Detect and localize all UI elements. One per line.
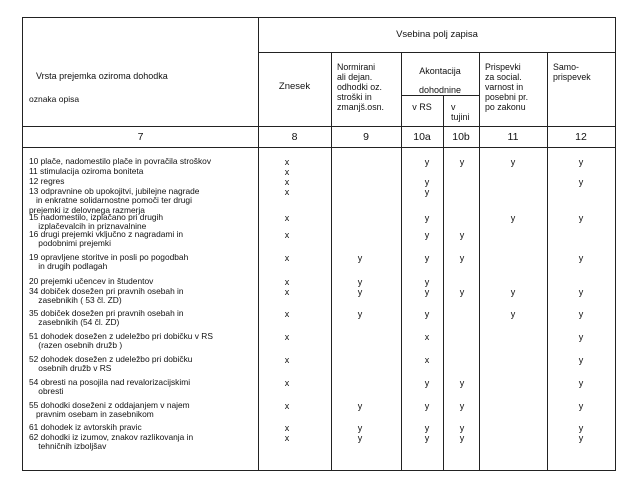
- mark-c11: y: [510, 309, 516, 319]
- header-bottom-line: [23, 126, 615, 127]
- mark-c10a: y: [424, 213, 430, 223]
- mark-c8: x: [284, 287, 290, 297]
- mark-c12: y: [578, 401, 584, 411]
- row-label: 10 plače, nadomestilo plače in povračila stroškov: [29, 156, 212, 166]
- colnum-9: 9: [363, 131, 369, 143]
- col11-header: Prispevki za social. varnost in posebni pr. po zakonu: [485, 62, 529, 112]
- mark-c9: y: [357, 287, 363, 297]
- colnum-8: 8: [291, 131, 298, 143]
- mark-c9: y: [357, 309, 363, 319]
- mark-c9: y: [357, 433, 363, 443]
- colnum-12: 12: [575, 131, 587, 143]
- row-label: 11 stimulacija oziroma boniteta: [29, 166, 144, 176]
- mark-c10b: y: [459, 401, 465, 411]
- group-divider-line: [258, 52, 616, 53]
- mark-c10b: y: [459, 433, 465, 443]
- mark-c10a: y: [424, 287, 430, 297]
- col-divider-9-10: [401, 52, 402, 470]
- colnum-10a: 10a: [413, 131, 431, 143]
- mark-c10a: y: [424, 157, 430, 167]
- mark-c12: y: [578, 177, 584, 187]
- mark-c9: y: [357, 253, 363, 263]
- col10b-header: v tujini: [451, 102, 470, 122]
- mark-c8: x: [284, 332, 290, 342]
- row-label: 54 obresti na posojila nad revalorizacijskimi obresti: [29, 377, 191, 397]
- mark-c10a: y: [424, 177, 430, 187]
- mark-c12: y: [578, 157, 584, 167]
- mark-c10a: y: [424, 187, 430, 197]
- mark-c8: x: [284, 213, 290, 223]
- mark-c8: x: [284, 187, 290, 197]
- row-label: 55 dohodki doseženi z oddajanjem v najem pravnim osebam in zasebnikom: [29, 400, 190, 420]
- mark-c12: y: [578, 287, 584, 297]
- mark-c10a: x: [424, 332, 430, 342]
- mark-c12: y: [578, 423, 584, 433]
- mark-c10b: y: [459, 287, 465, 297]
- mark-c8: x: [284, 378, 290, 388]
- mark-c8: x: [284, 167, 290, 177]
- mark-c8: x: [284, 423, 290, 433]
- colnum-10b: 10b: [452, 131, 470, 143]
- mark-c10a: y: [424, 423, 430, 433]
- mark-c9: y: [357, 401, 363, 411]
- mark-c10a: y: [424, 230, 430, 240]
- left-subtitle: oznaka opisa: [29, 94, 80, 104]
- row-label: 15 nadomestilo, izplačano pri drugih izplačevalcih in priznavalnine: [29, 212, 164, 232]
- mark-c12: y: [578, 253, 584, 263]
- mark-c10a: y: [424, 378, 430, 388]
- col10-group-header: Akontacija dohodnine: [418, 66, 462, 95]
- mark-c11: y: [510, 157, 516, 167]
- mark-c10b: y: [459, 378, 465, 388]
- mark-c10a: y: [424, 433, 430, 443]
- row-label: 62 dohodki iz izumov, znakov razlikovanja in tehničnih izboljšav: [29, 432, 194, 452]
- mark-c8: x: [284, 253, 290, 263]
- column-numbers-bottom-line: [23, 147, 615, 148]
- mark-c8: x: [284, 309, 290, 319]
- mark-c10b: y: [459, 253, 465, 263]
- mark-c10b: y: [459, 157, 465, 167]
- mark-c12: y: [578, 213, 584, 223]
- mark-c8: x: [284, 401, 290, 411]
- col-divider-10a-10b: [443, 95, 444, 470]
- mark-c10b: y: [459, 423, 465, 433]
- col12-header: Samo- prispevek: [553, 62, 591, 82]
- mark-c8: x: [284, 277, 290, 287]
- row-label: 16 drugi prejemki vključno z nagradami in podobnimi prejemki: [29, 229, 184, 249]
- mark-c10b: y: [459, 230, 465, 240]
- mark-c9: y: [357, 423, 363, 433]
- mark-c11: y: [510, 287, 516, 297]
- col-divider-8-9: [331, 52, 332, 470]
- income-fields-table: [22, 17, 616, 471]
- col-divider-11-12: [547, 52, 548, 470]
- mark-c8: x: [284, 355, 290, 365]
- row-label: 34 dobiček dosežen pri pravnih osebah in zasebnikih ( 53 čl. ZD): [29, 286, 184, 306]
- colnum-11: 11: [507, 131, 519, 143]
- row-label: 20 prejemki učencev in študentov: [29, 276, 154, 286]
- mark-c12: y: [578, 433, 584, 443]
- row-label: 19 opravljene storitve in posli po pogodbah in drugih podlagah: [29, 252, 189, 272]
- row-label: 51 dohodek dosežen z udeležbo pri dobičku v RS (razen osebnih družb ): [29, 331, 213, 351]
- mark-c10a: y: [424, 309, 430, 319]
- mark-c8: x: [284, 177, 290, 187]
- col-divider-10-11: [479, 52, 480, 470]
- group-title: Vsebina polj zapisa: [396, 29, 478, 40]
- mark-c8: x: [284, 433, 290, 443]
- mark-c10a: x: [424, 355, 430, 365]
- mark-c12: y: [578, 309, 584, 319]
- mark-c8: x: [284, 157, 290, 167]
- mark-c12: y: [578, 332, 584, 342]
- mark-c10a: y: [424, 277, 430, 287]
- mark-c12: y: [578, 355, 584, 365]
- col9-header: Normirani ali dejan. odhodki oz. stroški in zmanjš.osn.: [337, 62, 384, 112]
- row-label: 13 odpravnine ob upokojitvi, jubilejne nagrade in enkratne solidarnostne pomoči ter drugi prejemki iz delovnega razmerja: [29, 186, 200, 215]
- mark-c11: y: [510, 213, 516, 223]
- mark-c12: y: [578, 378, 584, 388]
- mark-c10a: y: [424, 401, 430, 411]
- col8-header: Znesek: [278, 81, 311, 92]
- mark-c10a: y: [424, 253, 430, 263]
- row-label: 35 dobiček dosežen pri pravnih osebah in zasebnikih (54 čl. ZD): [29, 308, 184, 328]
- mark-c8: x: [284, 230, 290, 240]
- colnum-7: 7: [137, 131, 144, 143]
- row-label: 61 dohodek iz avtorskih pravic: [29, 422, 142, 432]
- left-title: Vrsta prejemka oziroma dohodka: [36, 71, 168, 81]
- col10a-header: v RS: [412, 102, 432, 112]
- row-label: 52 dohodek dosežen z udeležbo pri dobičku osebnih družb v RS: [29, 354, 193, 374]
- mark-c9: y: [357, 277, 363, 287]
- row-label: 12 regres: [29, 176, 65, 186]
